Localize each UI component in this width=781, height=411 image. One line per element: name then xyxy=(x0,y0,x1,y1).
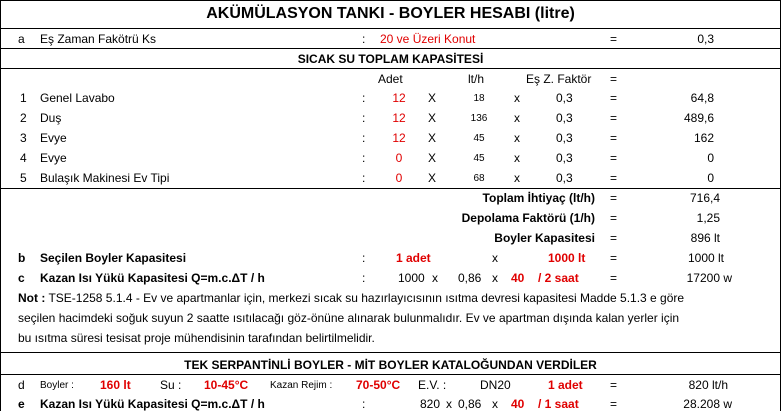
col-header-factor: Eş Z. Faktör xyxy=(526,72,592,86)
row-c-mass: 1000 xyxy=(398,271,425,285)
item-colon: : xyxy=(362,131,366,145)
col-header-adet: Adet xyxy=(378,72,403,86)
row-b-result: 1000 lt xyxy=(687,251,724,265)
row-c-x1: x xyxy=(432,271,438,285)
row-e-mass: 820 xyxy=(420,397,441,411)
row-e-colon: : xyxy=(362,397,366,411)
row-d-ev-value: DN20 xyxy=(480,378,511,392)
note-line-2: seçilen hacimdeki soğuk suyun 2 saatte ısıtılacağı göz-önüne alınarak bulunmalıdır. Ev ve apartman dışında kalan yerler için xyxy=(18,311,680,325)
item-lth: 45 xyxy=(473,153,485,164)
total-label: Toplam İhtiyaç (lt/h) xyxy=(482,191,595,205)
row-a-divider xyxy=(0,48,781,49)
item-name: Duş xyxy=(40,111,62,125)
item-factor: 0,3 xyxy=(556,171,573,185)
row-d-letter: d xyxy=(18,378,25,392)
item-name: Bulaşık Makinesi Ev Tipi xyxy=(40,171,170,185)
total-value: 1,25 xyxy=(696,211,720,225)
item-result: 0 xyxy=(707,171,714,185)
item-x1: X xyxy=(428,151,437,165)
row-d-rejim-value: 70-50°C xyxy=(356,378,401,392)
row-d-eq: = xyxy=(610,378,618,392)
row-c-x2: x xyxy=(492,271,498,285)
item-x2: x xyxy=(514,111,520,125)
row-d-boyler-value: 160 lt xyxy=(100,378,131,392)
item-no: 1 xyxy=(20,91,27,105)
row-b-x: x xyxy=(492,251,498,265)
title-divider xyxy=(0,28,781,29)
total-label: Boyler Kapasitesi xyxy=(494,231,595,245)
total-value: 896 lt xyxy=(690,231,720,245)
item-result: 0 xyxy=(707,151,714,165)
row-a-label: Eş Zaman Fakötrü Ks xyxy=(40,32,157,46)
row-c-specific-heat: 0,86 xyxy=(458,271,482,285)
item-colon: : xyxy=(362,151,366,165)
row-b-label: Seçilen Boyler Kapasitesi xyxy=(40,251,187,265)
item-x2: x xyxy=(514,91,520,105)
row-c-colon: : xyxy=(362,271,366,285)
item-adet: 12 xyxy=(392,91,406,105)
item-eq: = xyxy=(610,91,618,105)
row-c-eq: = xyxy=(610,271,618,285)
item-colon: : xyxy=(362,91,366,105)
item-no: 2 xyxy=(20,111,27,125)
item-x1: X xyxy=(428,171,437,185)
item-eq: = xyxy=(610,171,618,185)
row-d-su-label: Su : xyxy=(160,378,182,392)
row-a-eq: = xyxy=(610,32,618,46)
row-a-colon: : xyxy=(362,32,366,46)
item-eq: = xyxy=(610,131,618,145)
item-adet: 12 xyxy=(392,111,406,125)
item-colon: : xyxy=(362,111,366,125)
item-name: Evye xyxy=(40,151,67,165)
row-d-boyler-label: Boyler : xyxy=(40,380,74,391)
item-adet: 12 xyxy=(392,131,406,145)
item-x2: x xyxy=(514,131,520,145)
total-eq: = xyxy=(610,191,618,205)
item-lth: 136 xyxy=(470,113,488,124)
item-x1: X xyxy=(428,91,437,105)
row-c-letter: c xyxy=(18,271,25,285)
note-line-1 xyxy=(18,291,684,305)
item-lth: 18 xyxy=(473,93,485,104)
section-title-boiler: TEK SERPANTİNLİ BOYLER - MİT BOYLER KATALOĞUNDAN VERDİLER xyxy=(184,358,597,372)
page-title: AKÜMÜLASYON TANKI - BOYLER HESABI (litre) xyxy=(206,5,575,22)
row-d-adet: 1 adet xyxy=(548,378,583,392)
total-label: Depolama Faktörü (1/h) xyxy=(461,211,595,225)
row-a-value: 20 ve Üzeri Konut xyxy=(380,32,476,46)
item-factor: 0,3 xyxy=(556,131,573,145)
total-eq: = xyxy=(610,231,618,245)
row-e-label: Kazan Isı Yükü Kapasitesi Q=m.c.ΔT / h xyxy=(40,397,265,411)
row-e-specific-heat: 0,86 xyxy=(458,397,482,411)
row-e-x1: x xyxy=(446,397,452,411)
note-prefix: Not : xyxy=(18,291,46,305)
item-x2: x xyxy=(514,171,520,185)
row-e-x2: x xyxy=(492,397,498,411)
item-lth: 68 xyxy=(473,173,485,184)
row-b-capacity: 1000 lt xyxy=(548,251,586,265)
total-eq: = xyxy=(610,211,618,225)
item-colon: : xyxy=(362,171,366,185)
item-factor: 0,3 xyxy=(556,91,573,105)
item-adet: 0 xyxy=(395,151,403,165)
item-result: 64,8 xyxy=(690,91,714,105)
row-d-rejim-label: Kazan Rejim : xyxy=(270,380,333,391)
item-x1: X xyxy=(428,111,437,125)
row-b-letter: b xyxy=(18,251,26,265)
row-c-hours: / 2 saat xyxy=(538,271,579,285)
section1-divider xyxy=(0,68,781,69)
item-no: 3 xyxy=(20,131,27,145)
section2-divider xyxy=(0,374,781,375)
row-a-result: 0,3 xyxy=(697,32,714,46)
item-name: Evye xyxy=(40,131,67,145)
top-border xyxy=(0,0,781,1)
row-c-delta-t: 40 xyxy=(511,271,525,285)
item-lth: 45 xyxy=(473,133,485,144)
item-eq: = xyxy=(610,151,618,165)
item-factor: 0,3 xyxy=(556,151,573,165)
row-e-delta-t: 40 xyxy=(511,397,525,411)
row-b-eq: = xyxy=(610,251,618,265)
row-a-letter: a xyxy=(18,32,25,46)
row-e-result: 28.208 w xyxy=(683,397,732,411)
col-header-eq: = xyxy=(610,72,618,86)
row-c-result: 17200 w xyxy=(686,271,732,285)
item-no: 4 xyxy=(20,151,27,165)
row-d-su-value: 10-45°C xyxy=(204,378,249,392)
item-factor: 0,3 xyxy=(556,111,573,125)
note-text-1: TSE-1258 5.1.4 - Ev ve apartmanlar için, merkezi sıcak su hazırlayıcısının ısıtma devresi kapasitesi Madde 5.1.3 e göre xyxy=(45,291,685,305)
row-e-letter: e xyxy=(18,397,25,411)
note-line-3: bu ısıtma süresi tesisat proje mühendisinin tarafından belirtilmelidir. xyxy=(18,331,375,345)
total-value: 716,4 xyxy=(689,191,720,205)
item-result: 489,6 xyxy=(683,111,714,125)
row-d-ev-label: E.V. : xyxy=(418,378,447,392)
note-divider xyxy=(0,352,781,353)
item-name: Genel Lavabo xyxy=(40,91,115,105)
item-eq: = xyxy=(610,111,618,125)
row-e-eq: = xyxy=(610,397,618,411)
row-b-count: 1 adet xyxy=(396,251,431,265)
item-result: 162 xyxy=(693,131,714,145)
row-c-label: Kazan Isı Yükü Kapasitesi Q=m.c.ΔT / h xyxy=(40,271,265,285)
item-adet: 0 xyxy=(395,171,403,185)
col-header-lth: lt/h xyxy=(468,72,485,86)
items-divider xyxy=(0,188,781,189)
row-b-colon: : xyxy=(362,251,366,265)
section-title-capacity: SICAK SU TOPLAM KAPASİTESİ xyxy=(297,52,484,66)
row-e-hours: / 1 saat xyxy=(538,397,579,411)
item-x1: X xyxy=(428,131,437,145)
row-d-result: 820 lt/h xyxy=(688,378,728,392)
item-no: 5 xyxy=(20,171,27,185)
item-x2: x xyxy=(514,151,520,165)
